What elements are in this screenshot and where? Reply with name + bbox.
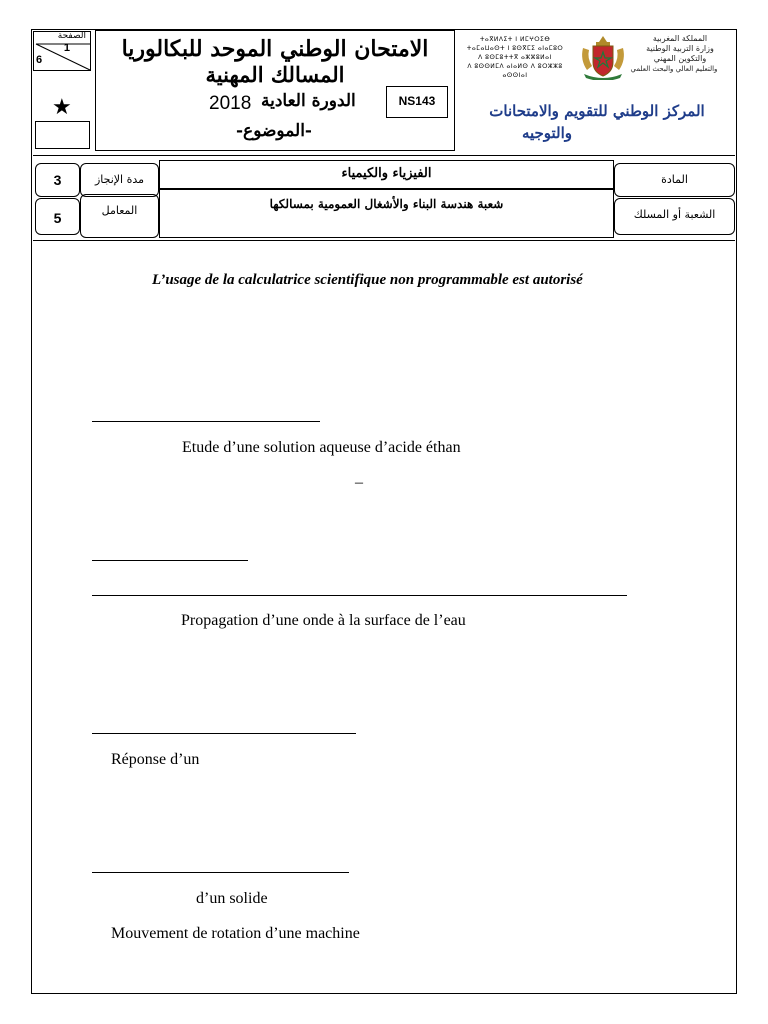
page-current: 1 <box>63 42 70 54</box>
ministry-line-2: وزارة التربية الوطنية <box>646 44 714 53</box>
tifinagh-line-3: ⴷ ⵓⵙⵎⵓⵜⵜⴳ ⴰⵣⵣⵓⵍⴰⵏ <box>478 54 552 61</box>
coef-value-box <box>35 198 80 235</box>
exam-code: NS143 <box>398 94 436 108</box>
part2-title: Propagation d’une onde à la surface de l’eau <box>181 612 466 629</box>
part1-dash: – <box>355 474 363 491</box>
section-1-rule <box>92 421 320 422</box>
subject-label-box <box>614 163 735 197</box>
subject-value: الفيزياء والكيمياء <box>341 166 432 181</box>
page-label: الصفحة <box>57 31 86 41</box>
part3-title: Réponse d’un <box>111 751 200 768</box>
subject-label: المادة <box>661 173 688 186</box>
duration-value: 3 <box>53 172 62 188</box>
section-2-rule-long <box>92 595 627 596</box>
page-total: 6 <box>36 54 43 66</box>
ministry-line-3: والتكوين المهني <box>653 54 707 63</box>
part1-title: Etude d’une solution aqueuse d’acide éthan <box>182 439 461 456</box>
table-top-rule <box>33 155 735 156</box>
subject-label: -الموضوع- <box>236 121 312 141</box>
tifinagh-header <box>455 35 575 80</box>
session-label: الدورة العادية <box>261 91 356 111</box>
center-name <box>462 100 732 144</box>
part4-line1: d’un solide <box>196 890 268 907</box>
star-icon: ★ <box>52 95 72 120</box>
part4-line2: Mouvement de rotation d’une machine <box>111 925 360 942</box>
branch-label-box <box>614 198 735 235</box>
branch-label: الشعبة أو المسلك <box>633 208 716 221</box>
tifinagh-line-4: ⴷ ⵓⵙⵙⵍⵎⴷ ⴰⵏⴰⵍⵙ ⴷ ⵓⵔⵣⵣⵓ ⴰⵙⵙⵏⴰⵏ <box>467 63 563 79</box>
center-name-line-1: المركز الوطني للتقويم والامتحانات <box>489 102 705 120</box>
coef-label: المعامل <box>101 204 138 217</box>
section-2-rule <box>92 560 248 561</box>
coef-value: 5 <box>53 210 62 226</box>
calculator-notice: L’usage de la calculatrice scientifique non programmable est autorisé <box>152 272 583 288</box>
coef-label-box <box>80 194 159 238</box>
branch-value: شعبة هندسة البناء والأشغال العمومية بمسالكها <box>269 197 504 211</box>
exam-code-box <box>386 86 448 118</box>
duration-value-box <box>35 163 80 197</box>
section-3-rule <box>92 733 356 734</box>
blank-box <box>35 121 90 149</box>
table-bottom-rule <box>33 240 735 241</box>
duration-label-box <box>80 163 159 197</box>
branch-value-box <box>159 189 614 238</box>
ministry-line-1: المملكة المغربية <box>652 34 708 43</box>
section-4-rule <box>92 872 349 873</box>
duration-label: مدة الإنجاز <box>94 173 145 186</box>
page-number-box <box>33 31 91 71</box>
tifinagh-line-2: ⵜⴰⵎⴰⵡⴰⵙⵜ ⵏ ⵓⵙⴳⵎⵉ ⴰⵏⴰⵎⵓⵔ <box>466 45 564 52</box>
tifinagh-line-1: ⵜⴰⴳⵍⴷⵉⵜ ⵏ ⵍⵎⵖⵔⵉⴱ <box>479 36 551 43</box>
exam-title-line1: الامتحان الوطني الموحد للبكالوريا <box>121 36 429 62</box>
page-divider-diagonal <box>34 32 92 72</box>
ministry-header <box>628 34 732 74</box>
exam-title-line2: المسالك المهنية <box>205 62 345 87</box>
ministry-line-4: والتعليم العالي والبحث العلمي <box>630 65 718 73</box>
session-year: 2018 <box>209 93 252 114</box>
center-name-line-2: والتوجيه <box>521 124 573 142</box>
subject-value-box <box>159 160 614 189</box>
